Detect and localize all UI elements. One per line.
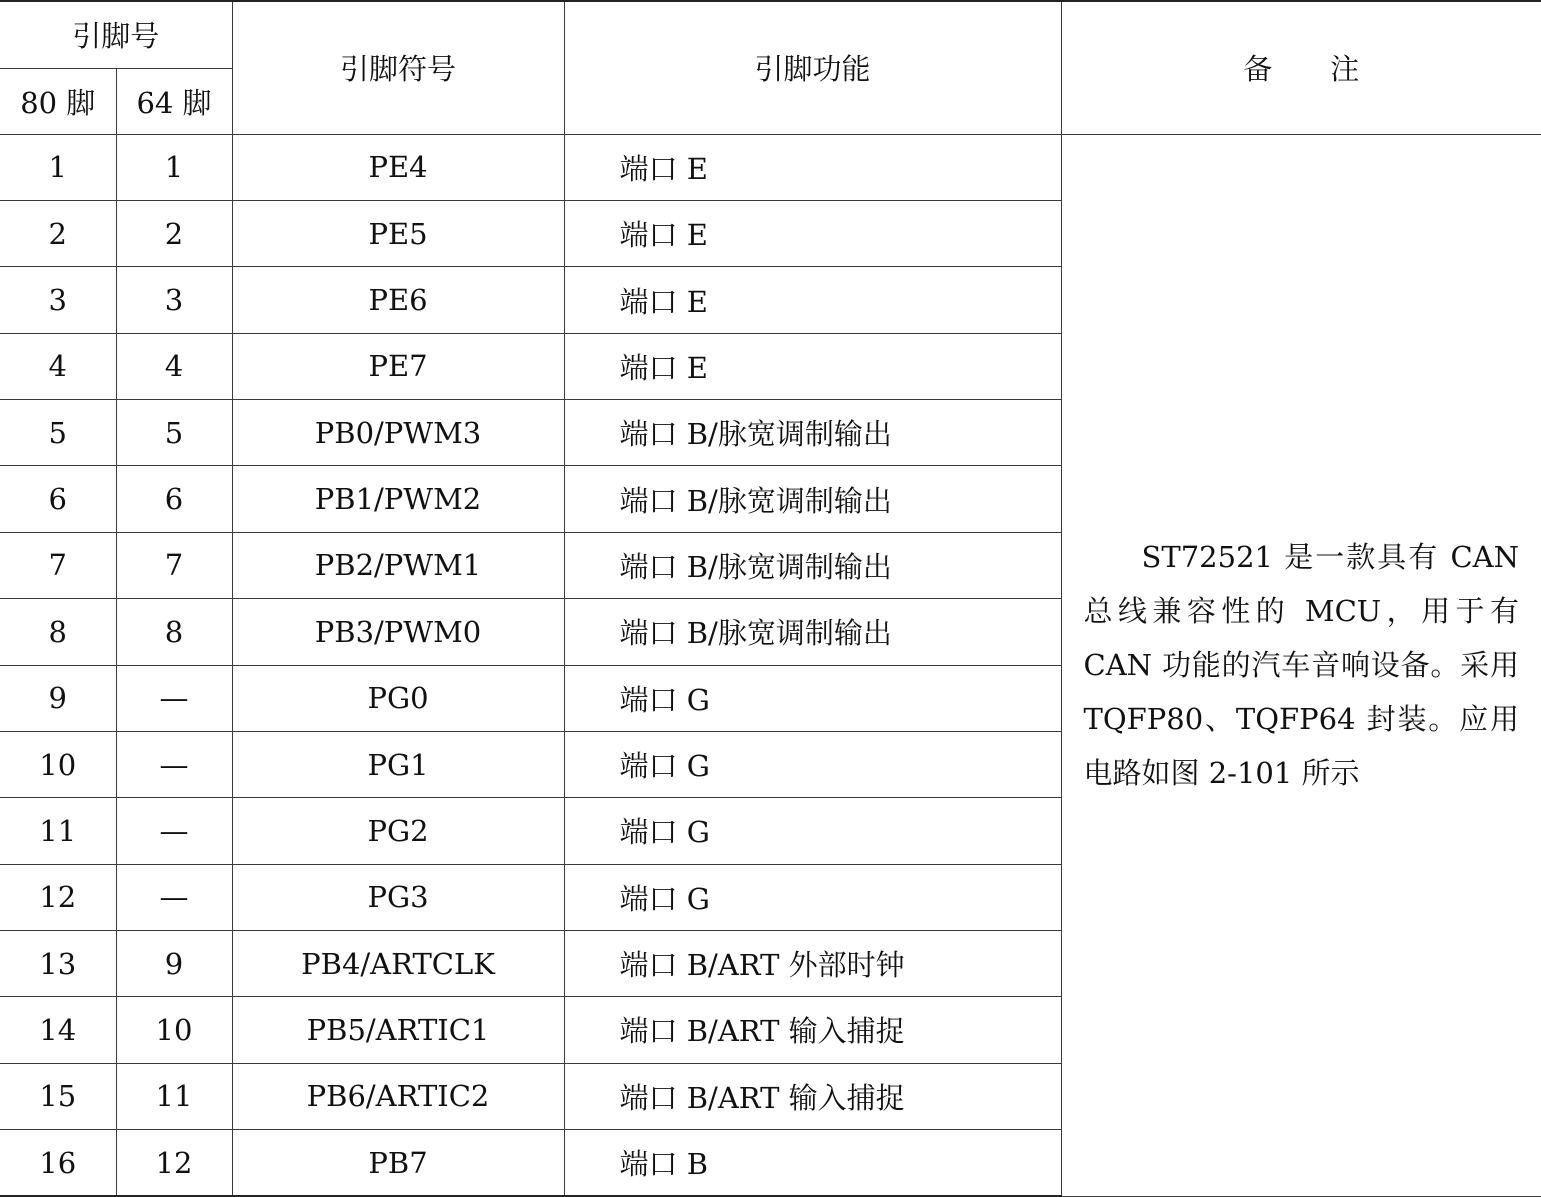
- pin-function-cell: 端口 E: [564, 200, 1061, 266]
- pin-symbol-cell: PG0: [232, 665, 564, 731]
- pin-function-cell: 端口 G: [564, 731, 1061, 797]
- pin-80-cell: 12: [0, 864, 116, 930]
- pin-64-cell: 9: [116, 930, 232, 996]
- header-remarks: [1061, 1, 1541, 134]
- pin-symbol-cell: PB6/ARTIC2: [232, 1063, 564, 1129]
- remarks-cell: ST72521 是一款具有 CAN 总线兼容性的 MCU，用于有 CAN 功能的汽车音响设备。采用 TQFP80、TQFP64 封装。应用电路如图 2-101 所示: [1061, 134, 1541, 1196]
- pin-80-cell: 3: [0, 267, 116, 333]
- header-pin-function: 引脚功能: [564, 1, 1061, 134]
- pin-80-cell: 11: [0, 798, 116, 864]
- pin-symbol-cell: PG1: [232, 731, 564, 797]
- pin-symbol-cell: PB0/PWM3: [232, 400, 564, 466]
- pin-function-cell: 端口 E: [564, 267, 1061, 333]
- header-row-1: [0, 1, 1541, 68]
- pin-64-cell: 11: [116, 1063, 232, 1129]
- pin-80-cell: 14: [0, 997, 116, 1063]
- pin-64-cell: —: [116, 864, 232, 930]
- pin-64-cell: 4: [116, 333, 232, 399]
- pin-64-cell: 3: [116, 267, 232, 333]
- pin-function-cell: 端口 E: [564, 134, 1061, 200]
- pin-80-cell: 5: [0, 400, 116, 466]
- pin-80-cell: 16: [0, 1130, 116, 1196]
- pin-80-cell: 15: [0, 1063, 116, 1129]
- pin-function-cell: 端口 B/ART 外部时钟: [564, 930, 1061, 996]
- header-remarks-label: 备注: [1243, 52, 1418, 87]
- pin-function-cell: 端口 B/ART 输入捕捉: [564, 1063, 1061, 1129]
- pin-80-cell: 1: [0, 134, 116, 200]
- pin-symbol-cell: PB7: [232, 1130, 564, 1196]
- pin-80-cell: 13: [0, 930, 116, 996]
- table-body: [0, 1, 1541, 1196]
- pin-64-cell: —: [116, 665, 232, 731]
- pin-64-cell: 1: [116, 134, 232, 200]
- pin-64-cell: 12: [116, 1130, 232, 1196]
- pin-64-cell: 5: [116, 400, 232, 466]
- pin-80-cell: 4: [0, 333, 116, 399]
- pin-function-cell: 端口 E: [564, 333, 1061, 399]
- pin-symbol-cell: PE4: [232, 134, 564, 200]
- pin-symbol-cell: PE7: [232, 333, 564, 399]
- pin-function-cell: 端口 G: [564, 864, 1061, 930]
- pin-64-cell: 7: [116, 532, 232, 598]
- pin-80-cell: 6: [0, 466, 116, 532]
- pin-80-cell: 9: [0, 665, 116, 731]
- pin-symbol-cell: PG3: [232, 864, 564, 930]
- header-pin-symbol: 引脚符号: [232, 1, 564, 134]
- pin-function-cell: 端口 G: [564, 798, 1061, 864]
- pin-symbol-cell: PB4/ARTCLK: [232, 930, 564, 996]
- pin-function-cell: 端口 B/脉宽调制输出: [564, 400, 1061, 466]
- pin-64-cell: 6: [116, 466, 232, 532]
- header-pin-80: 80 脚: [0, 68, 116, 134]
- pin-function-cell: 端口 B/脉宽调制输出: [564, 599, 1061, 665]
- pin-80-cell: 10: [0, 731, 116, 797]
- pin-symbol-cell: PE5: [232, 200, 564, 266]
- pin-symbol-cell: PE6: [232, 267, 564, 333]
- header-pin-64: 64 脚: [116, 68, 232, 134]
- pin-function-cell: 端口 G: [564, 665, 1061, 731]
- pin-symbol-cell: PG2: [232, 798, 564, 864]
- pin-64-cell: 8: [116, 599, 232, 665]
- pin-function-cell: 端口 B: [564, 1130, 1061, 1196]
- pin-function-cell: 端口 B/脉宽调制输出: [564, 466, 1061, 532]
- pin-64-cell: —: [116, 798, 232, 864]
- pin-80-cell: 8: [0, 599, 116, 665]
- pin-symbol-cell: PB2/PWM1: [232, 532, 564, 598]
- pin-symbol-cell: PB5/ARTIC1: [232, 997, 564, 1063]
- pin-64-cell: —: [116, 731, 232, 797]
- pin-symbol-cell: PB3/PWM0: [232, 599, 564, 665]
- pin-64-cell: 10: [116, 997, 232, 1063]
- pin-64-cell: 2: [116, 200, 232, 266]
- header-pin-number: 引脚号: [0, 1, 232, 68]
- table-row: [0, 134, 1541, 200]
- pin-function-cell: 端口 B/脉宽调制输出: [564, 532, 1061, 598]
- pin-function-cell: 端口 B/ART 输入捕捉: [564, 997, 1061, 1063]
- pin-symbol-cell: PB1/PWM2: [232, 466, 564, 532]
- pin-80-cell: 2: [0, 200, 116, 266]
- pin-80-cell: 7: [0, 532, 116, 598]
